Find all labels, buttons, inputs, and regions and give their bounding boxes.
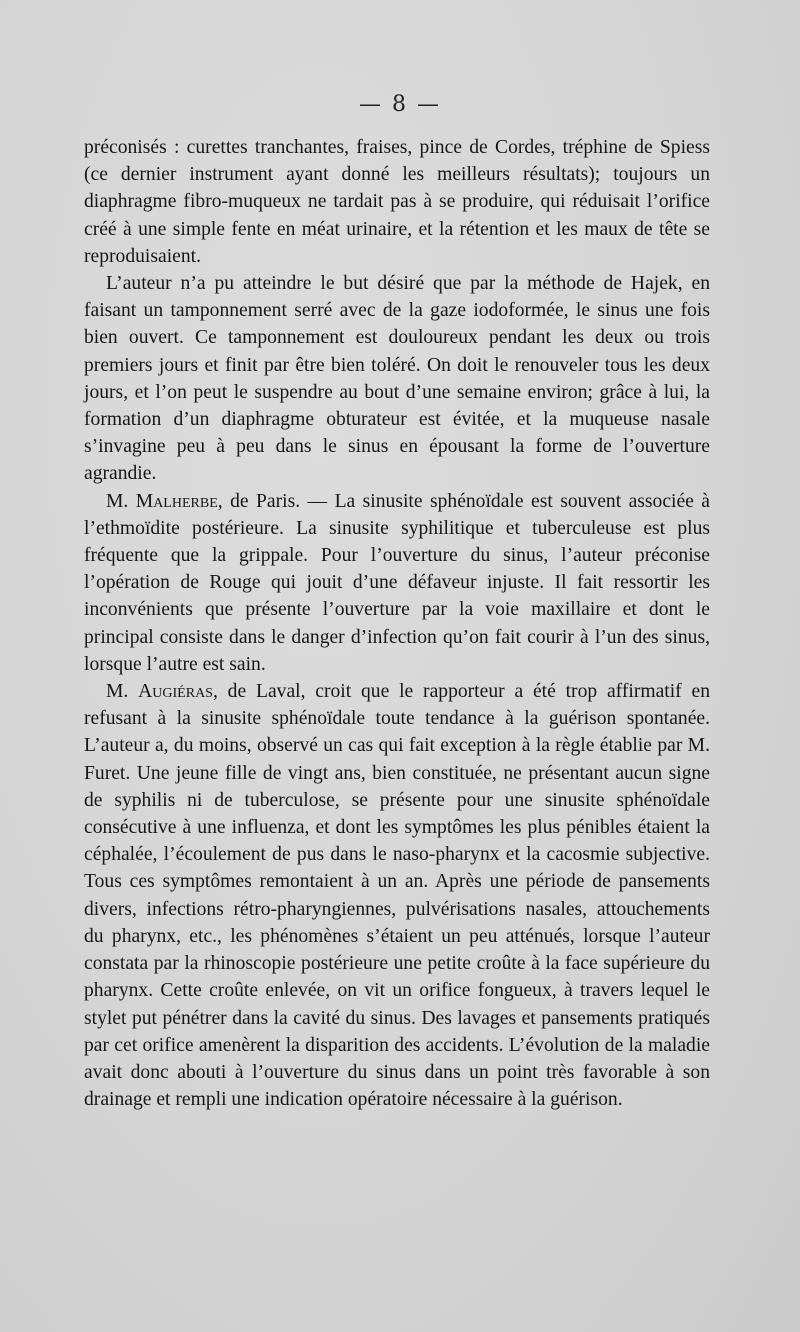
paragraph-hajek-method: L’auteur n’a pu atteindre le but désiré que par la méthode de Hajek, en faisant un tamponnement serré avec de la gaze iodoformée, le sinus une fois bien ouvert. Ce tamponnement est douloureux pendant les deux ou trois premiers jours et finit par être bien toléré. On doit le renouveler tous les deux jours, et l’on peut le suspendre au bout d’une semaine environ; grâce à lui, la formation d’un diaphragme obturateur est évitée, et la muqueuse nasale s’invagine peu à peu dans le sinus en épousant la forme de l’ouverture agrandie. xyxy=(84,273,710,485)
paragraph-malherbe xyxy=(84,488,710,678)
page-number: — 8 — xyxy=(359,92,441,117)
paragraph-augieras xyxy=(84,678,710,1113)
speaker-prefix: M. xyxy=(106,681,139,703)
speaker-name: Malherbe xyxy=(135,490,218,512)
paragraph-body: , de Laval, croit que le rapporteur a été trop affirmatif en refusant à la sinusite sphénoïdale toute tendance à la guérison spontanée. L’auteur a, du moins, observé un cas qui fait exception à la règle établie par M. Furet. Une jeune fille de vingt ans, bien constituée, ne présentant aucun signe de syphilis ni de tuberculose, se présente pour une sinusite sphénoïdale consécutive à une influenza, et dont les symptômes les plus pénibles étaient la céphalée, l’écoulement de pus dans le naso-pharynx et la cacosmie subjective. Tous ces symptômes remontaient à un an. Après une période de pansements divers, infections rétro-pharyngiennes, pulvérisations nasales, attouchements du pharynx, etc., les phénomènes s’étaient un peu atténués, lorsque l’auteur constata par la rhinoscopie postérieure une petite croûte à la face supérieure du pharynx. Cette croûte enlevée, on vit un orifice fongueux, à travers lequel le stylet put pénétrer dans la cavité du sinus. Des lavages et pansements pratiqués par cet orifice amenèrent la disparition des accidents. L’évolution de la maladie avait donc abouti à l’ouverture du sinus dans un point très favorable à son drainage et rempli une indication opératoire nécessaire à la guérison. xyxy=(84,681,710,1111)
speaker-prefix: M. xyxy=(106,490,136,512)
body-text xyxy=(84,134,710,1113)
paragraph-continuation: préconisés : curettes tranchantes, fraises, pince de Cordes, tréphine de Spiess (ce dernier instrument ayant donné les meilleurs résultats); toujours un diaphragme fibro-muqueux ne tardait pas à se produire, qui réduisait l’orifice créé à une simple fente en méat urinaire, et la rétention et les maux de tête se reproduisaient. xyxy=(84,137,710,267)
speaker-name: Augiéras xyxy=(138,681,213,703)
paragraph-body: , de Paris. — La sinusite sphénoïdale est souvent associée à l’ethmoïdite postérieure. La sinusite syphilitique et tuberculeuse est plus fréquente que la grippale. Pour l’ouverture du sinus, l’auteur préconise l’opération de Rouge qui jouit d’une défaveur injuste. Il fait ressortir les inconvénients que présente l’ouverture par la voie maxillaire et dont le principal consiste dans le danger d’infection qu’on fait courir à l’un des sinus, lorsque l’autre est sain. xyxy=(84,490,710,675)
